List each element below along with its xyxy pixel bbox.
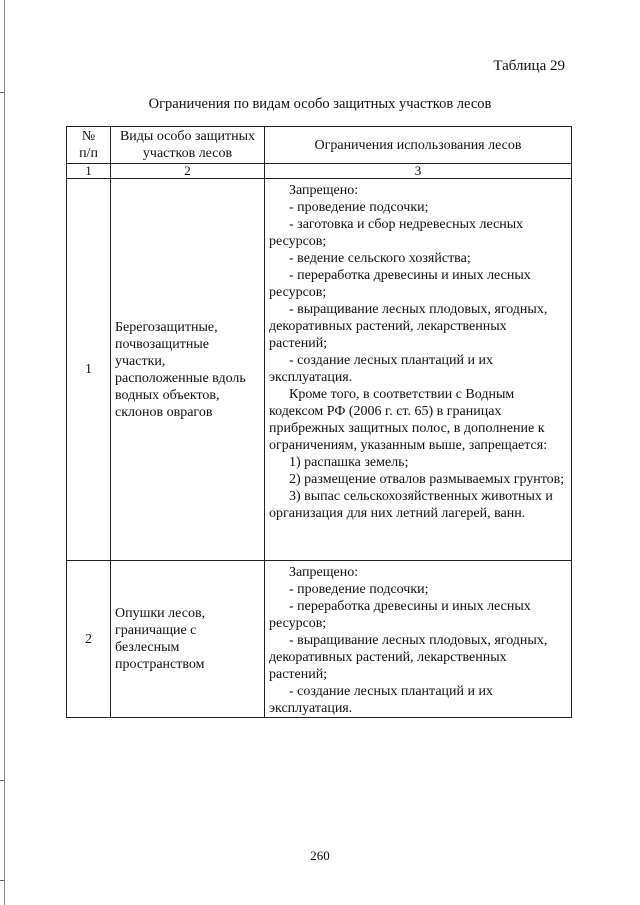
header-row — [67, 127, 572, 164]
restrictions-table — [66, 126, 572, 718]
restriction-item: - создание лесных плантаций и их эксплуатация. — [269, 684, 493, 716]
column-number: 3 — [265, 164, 572, 179]
scan-edge-mark — [0, 92, 4, 93]
restriction-item: - переработка древесины и иных лесных ресурсов; — [269, 599, 531, 631]
header-type-line: участков лесов — [142, 146, 233, 161]
column-number: 2 — [111, 164, 265, 179]
restriction-item: - выращивание лесных плодовых, ягодных, декоративных растений, лекарственных растений; — [269, 302, 548, 351]
row-number: 2 — [67, 561, 111, 718]
type-line: Берегозащитные, — [115, 319, 218, 335]
type-line: Опушки лесов, — [115, 606, 206, 621]
table-label: Таблица 29 — [493, 58, 565, 74]
scan-edge-mark — [0, 880, 4, 881]
type-line: граничащие с — [115, 623, 197, 638]
restriction-item: - заготовка и сбор недревесных лесных ресурсов; — [269, 217, 524, 249]
type-line: расположенные вдоль — [115, 370, 246, 386]
type-line: пространством — [115, 657, 205, 672]
type-line: почвозащитные — [115, 336, 209, 352]
restriction-item: - проведение подсочки; — [289, 582, 429, 597]
page-number: 260 — [310, 848, 330, 863]
type-line: участки, — [115, 353, 166, 369]
table-title: Ограничения по видам особо защитных участков лесов — [148, 96, 492, 112]
restriction-item: - переработка древесины и иных лесных ресурсов; — [269, 268, 531, 300]
restriction-item: Запрещено: — [289, 565, 359, 580]
row-number: 1 — [67, 179, 111, 561]
restriction-item: Кроме того, в соответствии с Водным кодексом РФ (2006 г. ст. 65) в границах прибрежных защитных полос, в дополнение к ограничениям, указанным выше, запрещается: — [269, 387, 548, 453]
forest-area-type — [111, 561, 265, 718]
table-row — [67, 561, 572, 718]
type-line: безлесным — [115, 640, 180, 655]
header-num — [67, 127, 111, 164]
scan-edge-line — [4, 0, 5, 905]
restriction-item: Запрещено: — [289, 183, 359, 198]
restriction-item: - создание лесных плантаций и их эксплуатация. — [269, 353, 493, 385]
type-line: водных объектов, — [115, 387, 220, 403]
header-num-line: № — [81, 129, 96, 144]
header-type-line: Виды особо защитных — [119, 129, 256, 144]
restriction-item: - ведение сельского хозяйства; — [289, 251, 471, 266]
column-number: 1 — [67, 164, 111, 179]
header-type — [111, 127, 265, 164]
header-limits: Ограничения использования лесов — [265, 127, 572, 164]
table-row — [67, 179, 572, 561]
type-line: склонов оврагов — [115, 404, 213, 420]
restriction-item: 3) выпас сельскохозяйственных животных и организация для них летний лагерей, ванн. — [269, 489, 553, 521]
restrictions-cell — [265, 561, 572, 718]
scan-edge-mark — [0, 780, 4, 781]
header-num-line: п/п — [79, 146, 98, 161]
restriction-item: - выращивание лесных плодовых, ягодных, декоративных растений, лекарственных растений; — [269, 633, 548, 682]
restriction-item: - проведение подсочки; — [289, 200, 429, 215]
restriction-item: 2) размещение отвалов размываемых грунтов; — [289, 472, 565, 487]
restrictions-cell — [265, 179, 572, 561]
column-number-row — [67, 164, 572, 179]
restriction-item: 1) распашка земель; — [289, 455, 409, 470]
forest-area-type — [111, 179, 265, 561]
